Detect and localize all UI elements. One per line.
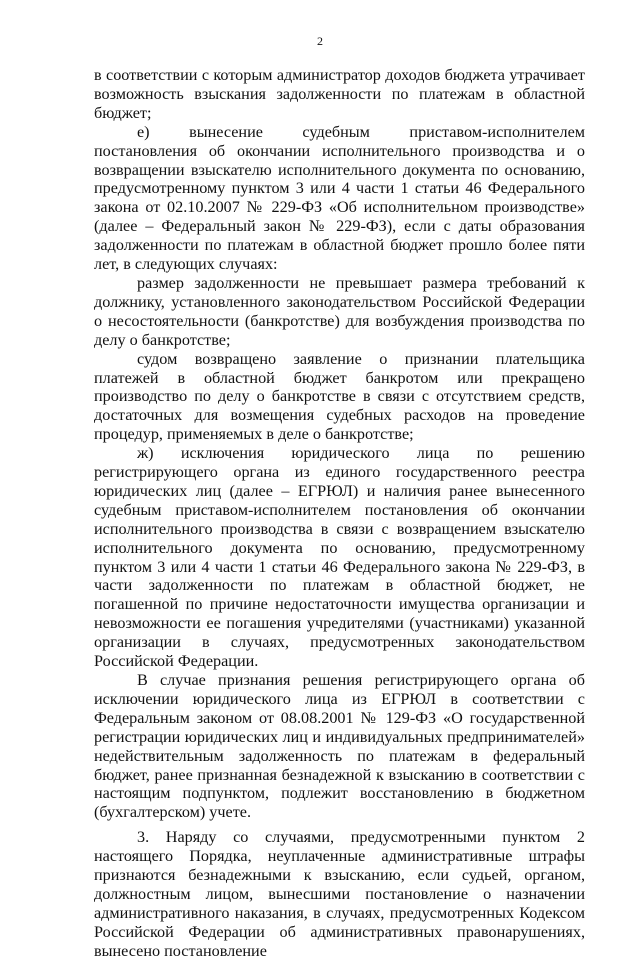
paragraph-subitem-zh: ж) исключения юридического лица по решению регистрирующего органа из единого государственного реестра юридических лиц (далее – ЕГРЮЛ) и наличия ранее вынесенного судебным приставом-исполнителем постановления об окончании исполнительного производства в связи с возвращением взыскателю исполнительного документа по основанию, предусмотренному пунктом 3 или 4 части 1 статьи 46 Федерального закона № 229-ФЗ, в части задолженности по платежам в областной бюджет, не погашенной по причине недостаточности имущества организации и невозможности ее погашения учредителями (участниками) указанной организации в случаях, предусмотренных законодательством Российской Федерации. [94, 444, 585, 671]
paragraph-invalidation-case: В случае признания решения регистрирующего органа об исключении юридического лица из ЕГРЮЛ в соответствии с Федеральным законом от 08.08.2001 № 129-ФЗ «О государственной регистрации юридических лиц и индивидуальных предпринимателей» недействительным задолженность по платежам в федеральный бюджет, ранее признанная безнадежной к взысканию в соответствии с настоящим подпунктом, подлежит восстановлению в бюджетном (бухгалтерском) учете. [94, 671, 585, 822]
page-number: 2 [317, 34, 323, 48]
paragraph-item-3: 3. Наряду со случаями, предусмотренными пунктом 2 настоящего Порядка, неуплаченные административные штрафы признаются безнадежными к взысканию, если судьей, органом, должностным лицом, вынесшими постановление о назначении административного наказания, в случаях, предусмотренных Кодексом Российской Федерации об административных правонарушениях, вынесено постановление [94, 828, 585, 960]
paragraph-continuation: в соответствии с которым администратор доходов бюджета утрачивает возможность взыскания задолженности по платежам в областной бюджет; [94, 66, 585, 122]
paragraph-court-return-case: судом возвращено заявление о признании плательщика платежей в областной бюджет банкротом или прекращено производство по делу о банкротстве в связи с отсутствием средств, достаточных для возмещения судебных расходов на проведение процедур, применяемых в деле о банкротстве; [94, 349, 585, 444]
document-body [94, 66, 585, 961]
paragraph-debt-size-case: размер задолженности не превышает размера требований к должнику, установленного законодательством Российской Федерации о несостоятельности (банкротстве) для возбуждения производства по делу о банкротстве; [94, 273, 585, 349]
paragraph-subitem-e: е) вынесение судебным приставом-исполнителем постановления об окончании исполнительного производства и о возвращении взыскателю исполнительного документа по основанию, предусмотренному пунктом 3 или 4 части 1 статьи 46 Федерального закона от 02.10.2007 № 229-ФЗ «Об исполнительном производстве» (далее – Федеральный закон № 229-ФЗ), если с даты образования задолженности по платежам в областной бюджет прошло более пяти лет, в следующих случаях: [94, 122, 585, 274]
